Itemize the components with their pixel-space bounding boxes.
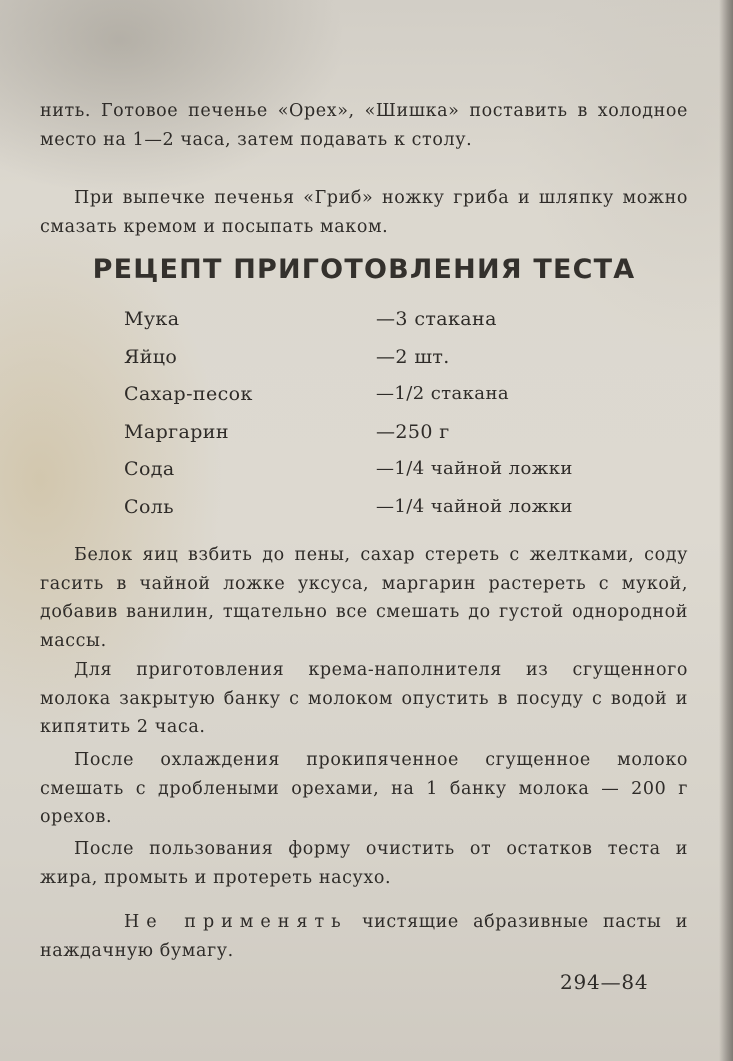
warning-text: чистящие абразивные пасты и наждачную бумагу. xyxy=(40,912,688,961)
paragraph-nut-mixture: После охлаждения прокипяченное сгущенное молоко смешать с дроблеными орехами, на 1 банку молока — 200 г орехов. xyxy=(40,750,688,827)
page-edge-shadow xyxy=(719,0,733,1061)
ingredient-row xyxy=(124,381,644,419)
ingredient-row xyxy=(124,456,644,494)
ingredient-quantity: —1/2 стакана xyxy=(376,383,509,405)
paragraph-warning xyxy=(40,908,688,965)
ingredient-quantity: —3 стакана xyxy=(376,308,497,330)
ingredient-row xyxy=(124,494,644,532)
ingredient-name: Яйцо xyxy=(124,345,178,368)
ingredient-name: Соль xyxy=(124,495,174,518)
ingredient-row xyxy=(124,306,644,344)
ingredient-name: Маргарин xyxy=(124,420,229,443)
ingredient-name: Мука xyxy=(124,308,180,330)
warning-emphasis: Не применять xyxy=(124,912,348,932)
recipe-heading: РЕЦЕПТ ПРИГОТОВЛЕНИЯ ТЕСТА xyxy=(92,254,636,285)
ingredient-list xyxy=(124,306,644,532)
paragraph-cleaning: После пользования форму очистить от остатков теста и жира, промыть и протереть насухо. xyxy=(40,839,688,888)
paragraph-serving: нить. Готовое печенье «Орех», «Шишка» поставить в холодное место на 1—2 часа, затем подавать к столу. xyxy=(40,101,688,150)
ingredient-quantity: —2 шт. xyxy=(376,345,450,368)
ingredient-quantity: —1/4 чайной ложки xyxy=(376,458,573,480)
ingredient-name: Сахар-песок xyxy=(124,383,253,406)
ingredient-row xyxy=(124,419,644,457)
paragraph-mushroom-cookie: При выпечке печенья «Гриб» ножку гриба и шляпку можно смазать кремом и посыпать маком. xyxy=(40,188,688,237)
ingredient-quantity: —250 г xyxy=(376,420,450,443)
ingredient-quantity: —1/4 чайной ложки xyxy=(376,495,573,517)
print-code: 294—84 xyxy=(560,970,649,994)
paragraph-dough-method: Белок яиц взбить до пены, сахар стереть с желтками, соду гасить в чайной ложке уксуса, маргарин растереть с мукой, добавив ванилин, тщательно все смешать до густой однородной массы. xyxy=(40,545,688,651)
paragraph-cream-filling: Для приготовления крема-наполнителя из сгущенного молока закрытую банку с молоком опустить в посуду с водой и кипятить 2 часа. xyxy=(40,660,688,737)
ingredient-name: Сода xyxy=(124,458,175,481)
ingredient-row xyxy=(124,344,644,382)
